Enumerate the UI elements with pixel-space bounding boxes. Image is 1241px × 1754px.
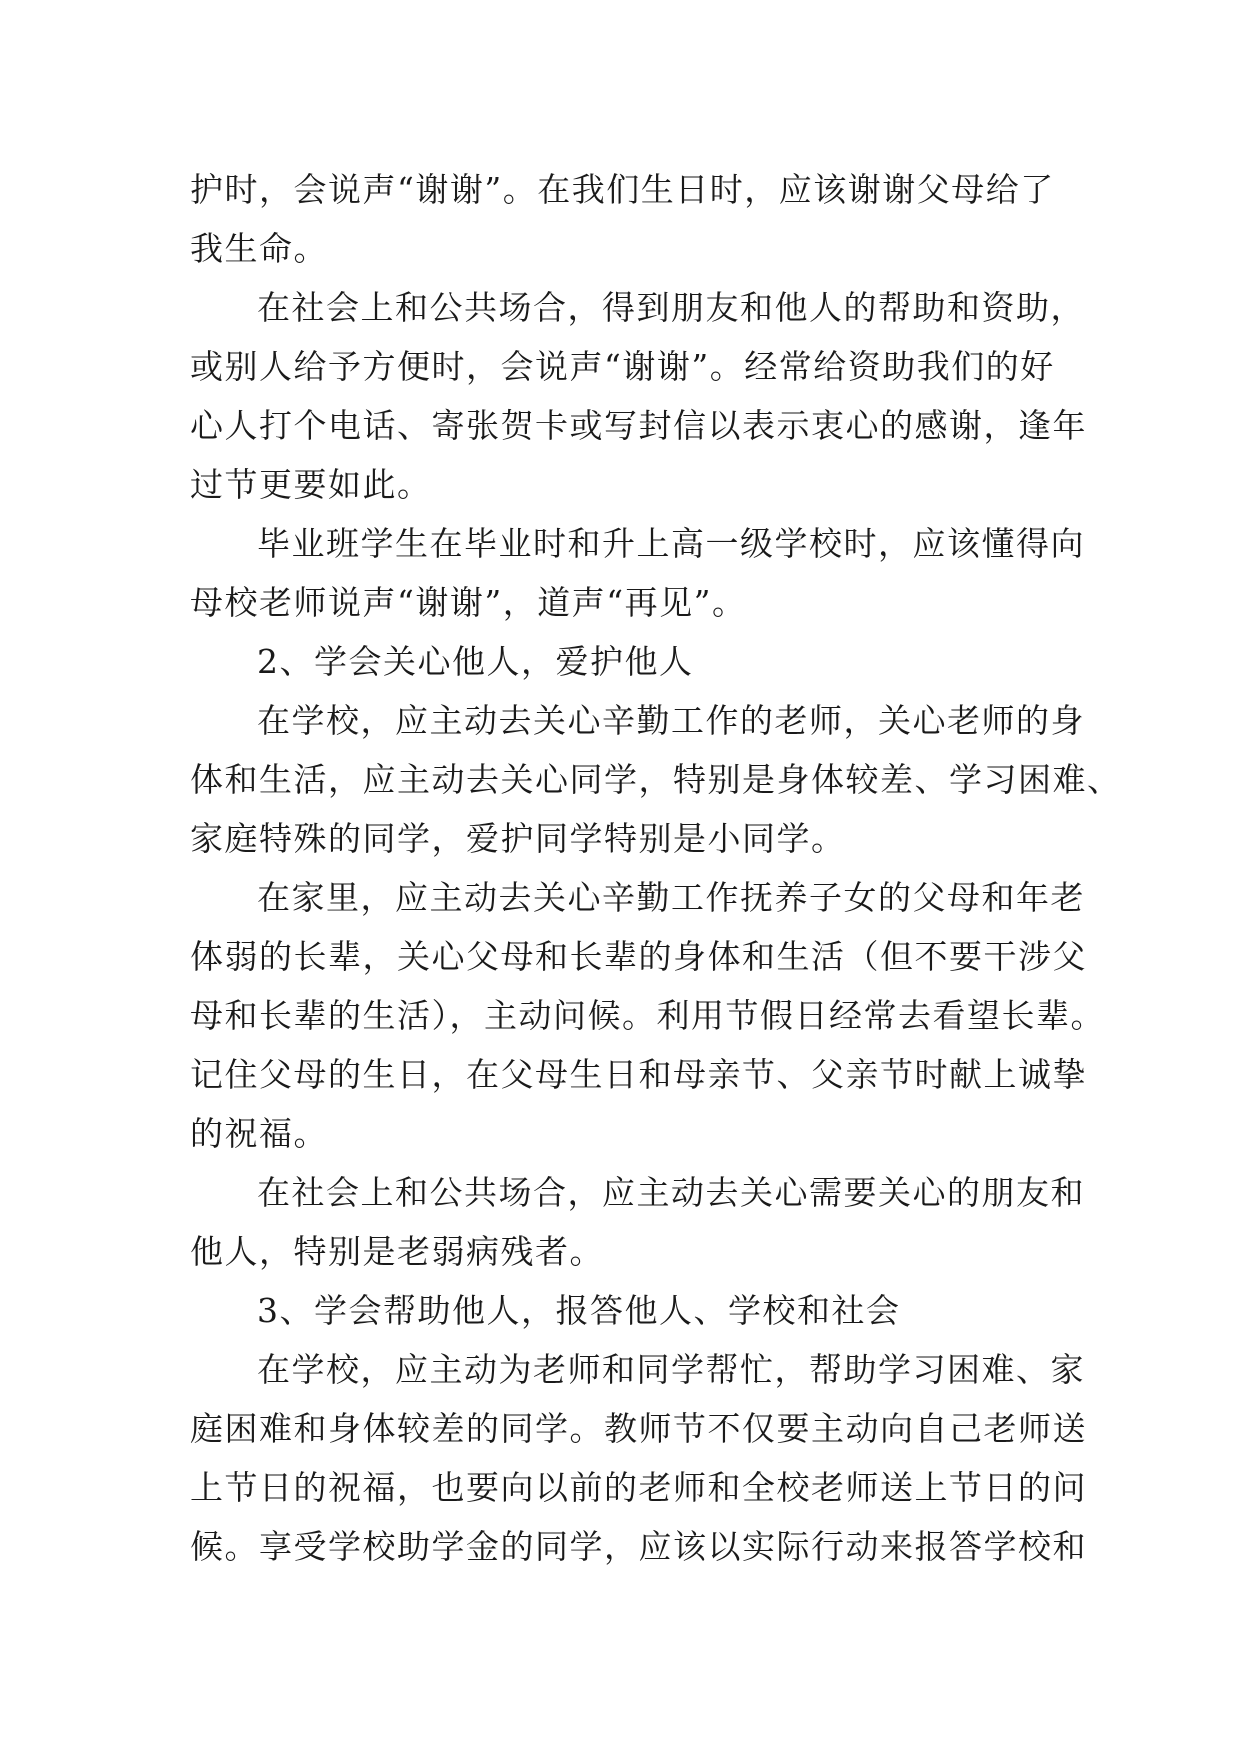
- text-line: 的祝福。: [190, 1114, 328, 1153]
- paragraph-start-line: 毕业班学生在毕业时和升上高一级学校时，应该懂得向: [257, 524, 1085, 563]
- paragraph-start-line: 在家里，应主动去关心辛勤工作抚养子女的父母和年老: [257, 878, 1085, 917]
- text-line: 母校老师说声“谢谢”，道声“再见”。: [190, 583, 747, 622]
- text-line: 护时，会说声“谢谢”。在我们生日时，应该谢谢父母给了: [190, 170, 1055, 209]
- text-line: 他人，特别是老弱病残者。: [190, 1232, 604, 1271]
- text-line: 记住父母的生日，在父母生日和母亲节、父亲节时献上诚挚: [190, 1055, 1087, 1094]
- body-text: [190, 160, 1122, 1576]
- paragraph-start-line: 在社会上和公共场合，应主动去关心需要关心的朋友和: [257, 1173, 1085, 1212]
- section-heading: 2、学会关心他人，爱护他人: [257, 642, 694, 681]
- text-line: 上节日的祝福，也要向以前的老师和全校老师送上节日的问: [190, 1468, 1087, 1507]
- text-line: 体和生活，应主动去关心同学，特别是身体较差、学习困难、: [190, 760, 1122, 799]
- text-line: 家庭特殊的同学，爱护同学特别是小同学。: [190, 819, 846, 858]
- text-line: 过节更要如此。: [190, 465, 432, 504]
- paragraph-start-line: 在学校，应主动为老师和同学帮忙，帮助学习困难、家: [257, 1350, 1085, 1389]
- paragraph-start-line: 在学校，应主动去关心辛勤工作的老师，关心老师的身: [257, 701, 1085, 740]
- text-line: 候。享受学校助学金的同学，应该以实际行动来报答学校和: [190, 1527, 1087, 1566]
- text-line: 庭困难和身体较差的同学。教师节不仅要主动向自己老师送: [190, 1409, 1087, 1448]
- text-line: 或别人给予方便时，会说声“谢谢”。经常给资助我们的好: [190, 347, 1055, 386]
- section-heading: 3、学会帮助他人，报答他人、学校和社会: [257, 1291, 901, 1330]
- text-line: 我生命。: [190, 229, 328, 268]
- paragraph-start-line: 在社会上和公共场合，得到朋友和他人的帮助和资助，: [257, 288, 1085, 327]
- text-line: 心人打个电话、寄张贺卡或写封信以表示衷心的感谢，逢年: [190, 406, 1087, 445]
- text-line: 体弱的长辈，关心父母和长辈的身体和生活（但不要干涉父: [190, 937, 1087, 976]
- text-line: 母和长辈的生活），主动问候。利用节假日经常去看望长辈。: [190, 996, 1105, 1035]
